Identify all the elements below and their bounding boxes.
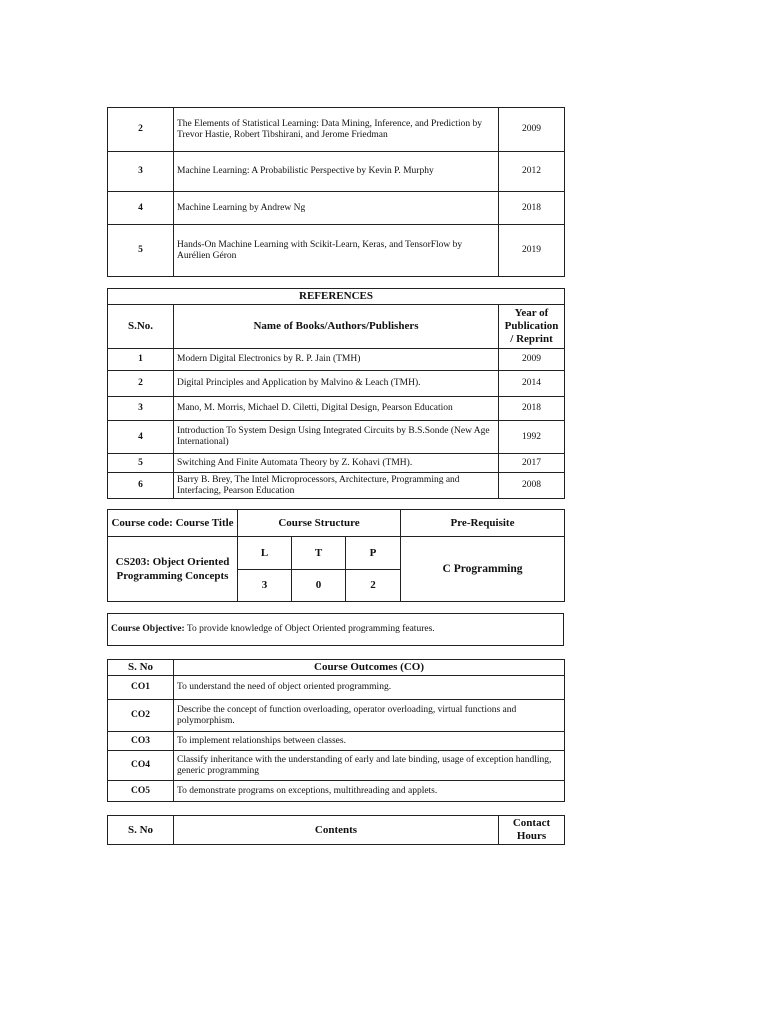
book-number: 3 bbox=[108, 152, 174, 192]
course-objective-text: To provide knowledge of Object Oriented programming features. bbox=[184, 624, 435, 634]
book-number: 5 bbox=[108, 225, 174, 277]
table-row bbox=[108, 371, 565, 397]
reference-number: 2 bbox=[108, 371, 174, 397]
outcome-text: To demonstrate programs on exceptions, multithreading and applets. bbox=[174, 781, 565, 802]
column-header-prerequisite: Pre-Requisite bbox=[401, 510, 565, 537]
reference-title: Barry B. Brey, The Intel Microprocessors, Architecture, Programming and Interfacing, Pearson Education bbox=[174, 473, 499, 499]
table-row bbox=[108, 225, 565, 277]
reference-number: 1 bbox=[108, 349, 174, 371]
book-year: 2019 bbox=[499, 225, 565, 277]
book-title: Machine Learning: A Probabilistic Perspective by Kevin P. Murphy bbox=[174, 152, 499, 192]
book-year: 2012 bbox=[499, 152, 565, 192]
table-row bbox=[108, 473, 565, 499]
structure-value-t: 0 bbox=[292, 570, 346, 602]
reference-year: 2014 bbox=[499, 371, 565, 397]
column-header-name: Name of Books/Authors/Publishers bbox=[174, 305, 499, 349]
column-header-course-structure: Course Structure bbox=[238, 510, 401, 537]
column-header-sno: S. No bbox=[108, 816, 174, 845]
book-title: Machine Learning by Andrew Ng bbox=[174, 192, 499, 225]
table-row bbox=[108, 192, 565, 225]
book-number: 2 bbox=[108, 108, 174, 152]
column-header-sno: S.No. bbox=[108, 305, 174, 349]
table-row bbox=[108, 289, 565, 305]
structure-label-l: L bbox=[238, 537, 292, 570]
references-table bbox=[107, 288, 565, 499]
table-row bbox=[108, 781, 565, 802]
reference-year: 2018 bbox=[499, 397, 565, 421]
reference-number: 4 bbox=[108, 421, 174, 454]
outcome-text: Classify inheritance with the understanding of early and late binding, usage of exception handling, generic programming bbox=[174, 751, 565, 781]
column-header-sno: S. No bbox=[108, 660, 174, 676]
table-row bbox=[108, 421, 565, 454]
outcome-number: CO2 bbox=[108, 700, 174, 732]
table-header-row bbox=[108, 660, 565, 676]
reference-year: 2008 bbox=[499, 473, 565, 499]
course-outcomes-table bbox=[107, 659, 565, 802]
table-row bbox=[108, 676, 565, 700]
outcome-number: CO5 bbox=[108, 781, 174, 802]
reference-year: 2009 bbox=[499, 349, 565, 371]
table-row bbox=[108, 397, 565, 421]
course-objective-table bbox=[107, 613, 564, 646]
outcome-number: CO4 bbox=[108, 751, 174, 781]
column-header-course-outcomes: Course Outcomes (CO) bbox=[174, 660, 565, 676]
references-heading: REFERENCES bbox=[108, 289, 565, 305]
outcome-number: CO1 bbox=[108, 676, 174, 700]
reference-title: Switching And Finite Automata Theory by Z. Kohavi (TMH). bbox=[174, 454, 499, 473]
structure-value-p: 2 bbox=[346, 570, 401, 602]
course-objective bbox=[108, 614, 564, 646]
table-row bbox=[108, 152, 565, 192]
course-code-title: CS203: Object Oriented Programming Concepts bbox=[108, 537, 238, 602]
books-table bbox=[107, 107, 565, 277]
outcome-number: CO3 bbox=[108, 732, 174, 751]
outcome-text: To understand the need of object oriented programming. bbox=[174, 676, 565, 700]
table-row bbox=[108, 700, 565, 732]
outcome-text: To implement relationships between classes. bbox=[174, 732, 565, 751]
table-row bbox=[108, 454, 565, 473]
book-title: The Elements of Statistical Learning: Data Mining, Inference, and Prediction by Trevor Hastie, Robert Tibshirani, and Jerome Friedman bbox=[174, 108, 499, 152]
course-objective-label: Course Objective: bbox=[111, 624, 185, 634]
column-header-contact-hours: Contact Hours bbox=[499, 816, 565, 845]
book-number: 4 bbox=[108, 192, 174, 225]
reference-year: 2017 bbox=[499, 454, 565, 473]
table-header-row bbox=[108, 816, 565, 845]
column-header-course-code: Course code: Course Title bbox=[108, 510, 238, 537]
reference-title: Modern Digital Electronics by R. P. Jain (TMH) bbox=[174, 349, 499, 371]
table-row bbox=[108, 614, 564, 646]
reference-number: 3 bbox=[108, 397, 174, 421]
table-row bbox=[108, 349, 565, 371]
reference-title: Digital Principles and Application by Malvino & Leach (TMH). bbox=[174, 371, 499, 397]
column-header-year: Year of Publication / Reprint bbox=[499, 305, 565, 349]
book-title: Hands-On Machine Learning with Scikit-Learn, Keras, and TensorFlow by Aurélien Géron bbox=[174, 225, 499, 277]
course-structure-table bbox=[107, 509, 565, 602]
structure-label-p: P bbox=[346, 537, 401, 570]
outcome-text: Describe the concept of function overloading, operator overloading, virtual functions and polymorphism. bbox=[174, 700, 565, 732]
structure-value-l: 3 bbox=[238, 570, 292, 602]
reference-title: Introduction To System Design Using Integrated Circuits by B.S.Sonde (New Age International) bbox=[174, 421, 499, 454]
prerequisite-value: C Programming bbox=[401, 537, 565, 602]
table-row bbox=[108, 108, 565, 152]
contents-table bbox=[107, 815, 565, 845]
reference-year: 1992 bbox=[499, 421, 565, 454]
table-row bbox=[108, 537, 565, 570]
book-year: 2009 bbox=[499, 108, 565, 152]
book-year: 2018 bbox=[499, 192, 565, 225]
table-row bbox=[108, 732, 565, 751]
reference-number: 6 bbox=[108, 473, 174, 499]
column-header-contents: Contents bbox=[174, 816, 499, 845]
structure-label-t: T bbox=[292, 537, 346, 570]
reference-number: 5 bbox=[108, 454, 174, 473]
reference-title: Mano, M. Morris, Michael D. Ciletti, Digital Design, Pearson Education bbox=[174, 397, 499, 421]
table-header-row bbox=[108, 305, 565, 349]
table-row bbox=[108, 751, 565, 781]
table-header-row bbox=[108, 510, 565, 537]
